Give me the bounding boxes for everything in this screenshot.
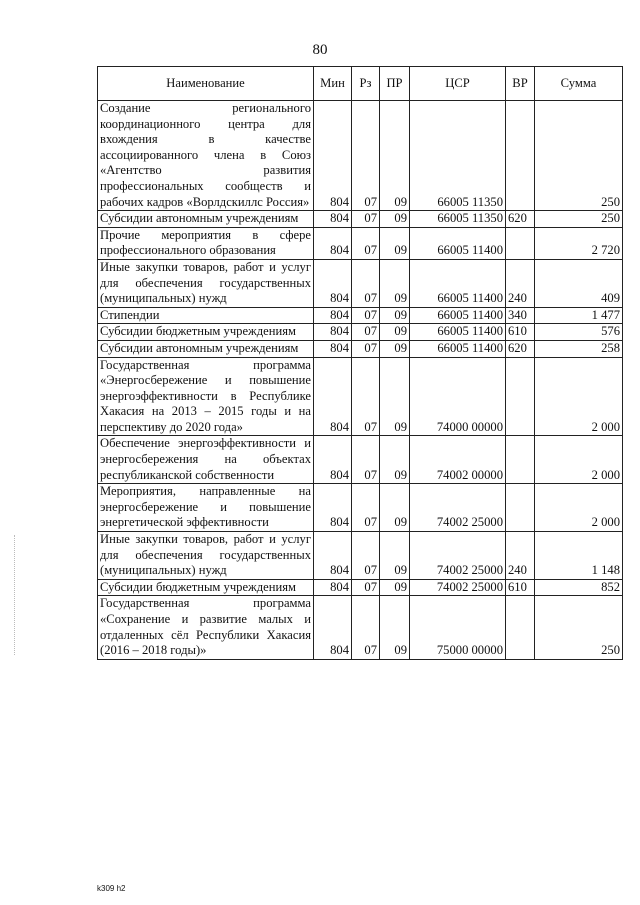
row-pr: 09 [380, 324, 410, 341]
row-csr: 74002 25000 [410, 532, 506, 580]
row-rz: 07 [352, 211, 380, 228]
row-vr [506, 596, 535, 659]
row-sum: 258 [535, 340, 623, 357]
row-name: Субсидии бюджетным учреждениям [98, 324, 314, 341]
row-pr: 09 [380, 340, 410, 357]
row-min: 804 [314, 340, 352, 357]
row-csr: 74002 25000 [410, 579, 506, 596]
row-vr: 240 [506, 532, 535, 580]
row-vr: 610 [506, 324, 535, 341]
budget-table [97, 66, 623, 660]
row-vr: 620 [506, 211, 535, 228]
header-name: Наименование [98, 67, 314, 101]
row-csr: 66005 11350 [410, 101, 506, 211]
row-name: Субсидии бюджетным учреждениям [98, 579, 314, 596]
row-min: 804 [314, 227, 352, 259]
table-row [98, 211, 623, 228]
row-rz: 07 [352, 596, 380, 659]
table-row [98, 259, 623, 307]
row-pr: 09 [380, 101, 410, 211]
row-vr [506, 227, 535, 259]
row-vr: 340 [506, 307, 535, 324]
row-sum: 1 477 [535, 307, 623, 324]
table-row [98, 101, 623, 211]
row-csr: 74000 00000 [410, 357, 506, 436]
row-name: Субсидии автономным учреждениям [98, 211, 314, 228]
row-name: Стипендии [98, 307, 314, 324]
row-vr: 620 [506, 340, 535, 357]
row-vr [506, 357, 535, 436]
header-rz: Рз [352, 67, 380, 101]
row-csr: 66005 11400 [410, 340, 506, 357]
row-rz: 07 [352, 579, 380, 596]
header-sum: Сумма [535, 67, 623, 101]
row-min: 804 [314, 596, 352, 659]
header-csr: ЦСР [410, 67, 506, 101]
row-sum: 250 [535, 101, 623, 211]
row-rz: 07 [352, 324, 380, 341]
row-name: Иные закупки товаров, работ и услуг для обеспечения государственных (муниципальных) нужд [98, 259, 314, 307]
table-row [98, 357, 623, 436]
row-pr: 09 [380, 579, 410, 596]
row-min: 804 [314, 101, 352, 211]
row-vr: 240 [506, 259, 535, 307]
row-pr: 09 [380, 436, 410, 484]
row-pr: 09 [380, 211, 410, 228]
row-sum: 852 [535, 579, 623, 596]
row-pr: 09 [380, 227, 410, 259]
row-min: 804 [314, 259, 352, 307]
row-min: 804 [314, 532, 352, 580]
row-min: 804 [314, 211, 352, 228]
table-row [98, 436, 623, 484]
row-name: Обеспечение энергоэффективности и энергосбережения на объектах республиканской собственности [98, 436, 314, 484]
page-number: 80 [312, 42, 328, 58]
row-rz: 07 [352, 532, 380, 580]
row-vr [506, 484, 535, 532]
row-rz: 07 [352, 101, 380, 211]
table-row [98, 324, 623, 341]
header-pr: ПР [380, 67, 410, 101]
row-name: Государственная программа «Энергосбережение и повышение энергоэффективности в Республике Хакасия на 2013 – 2015 годы и на перспективу до 2020 года» [98, 357, 314, 436]
row-pr: 09 [380, 259, 410, 307]
row-vr: 610 [506, 579, 535, 596]
row-min: 804 [314, 484, 352, 532]
margin-scan-marks [14, 535, 16, 655]
row-pr: 09 [380, 596, 410, 659]
row-rz: 07 [352, 357, 380, 436]
row-sum: 2 000 [535, 484, 623, 532]
table-header-row [98, 67, 623, 101]
table-row [98, 484, 623, 532]
row-pr: 09 [380, 484, 410, 532]
row-sum: 2 000 [535, 436, 623, 484]
row-sum: 2 000 [535, 357, 623, 436]
row-pr: 09 [380, 357, 410, 436]
row-rz: 07 [352, 307, 380, 324]
table-row [98, 307, 623, 324]
row-csr: 74002 00000 [410, 436, 506, 484]
row-sum: 409 [535, 259, 623, 307]
row-min: 804 [314, 324, 352, 341]
row-sum: 2 720 [535, 227, 623, 259]
table-body [98, 101, 623, 660]
row-sum: 250 [535, 211, 623, 228]
row-rz: 07 [352, 436, 380, 484]
row-min: 804 [314, 579, 352, 596]
row-vr [506, 101, 535, 211]
table-row [98, 579, 623, 596]
row-min: 804 [314, 357, 352, 436]
row-csr: 66005 11400 [410, 227, 506, 259]
row-pr: 09 [380, 307, 410, 324]
row-name: Иные закупки товаров, работ и услуг для обеспечения государственных (муниципальных) нужд [98, 532, 314, 580]
row-rz: 07 [352, 259, 380, 307]
row-sum: 576 [535, 324, 623, 341]
row-name: Субсидии автономным учреждениям [98, 340, 314, 357]
table-row [98, 532, 623, 580]
row-name: Прочие мероприятия в сфере профессионального образования [98, 227, 314, 259]
header-vr: ВР [506, 67, 535, 101]
row-min: 804 [314, 307, 352, 324]
row-pr: 09 [380, 532, 410, 580]
row-rz: 07 [352, 484, 380, 532]
table-row [98, 227, 623, 259]
row-csr: 66005 11350 [410, 211, 506, 228]
row-name: Мероприятия, направленные на энергосбережение и повышение энергетической эффективности [98, 484, 314, 532]
row-vr [506, 436, 535, 484]
row-csr: 75000 00000 [410, 596, 506, 659]
row-sum: 250 [535, 596, 623, 659]
row-csr: 66005 11400 [410, 259, 506, 307]
footer-code: k309 h2 [97, 884, 126, 893]
row-csr: 66005 11400 [410, 324, 506, 341]
row-csr: 66005 11400 [410, 307, 506, 324]
row-name: Создание регионального координационного центра для вхождения в качестве ассоциированного члена в Союз «Агентство развития профессиональных сообществ и рабочих кадров «Ворлдскиллс Россия» [98, 101, 314, 211]
table-row [98, 340, 623, 357]
row-csr: 74002 25000 [410, 484, 506, 532]
header-min: Мин [314, 67, 352, 101]
row-sum: 1 148 [535, 532, 623, 580]
row-rz: 07 [352, 227, 380, 259]
table-row [98, 596, 623, 659]
row-name: Государственная программа «Сохранение и развитие малых и отдаленных сёл Республики Хакасия (2016 – 2018 годы)» [98, 596, 314, 659]
row-rz: 07 [352, 340, 380, 357]
row-min: 804 [314, 436, 352, 484]
